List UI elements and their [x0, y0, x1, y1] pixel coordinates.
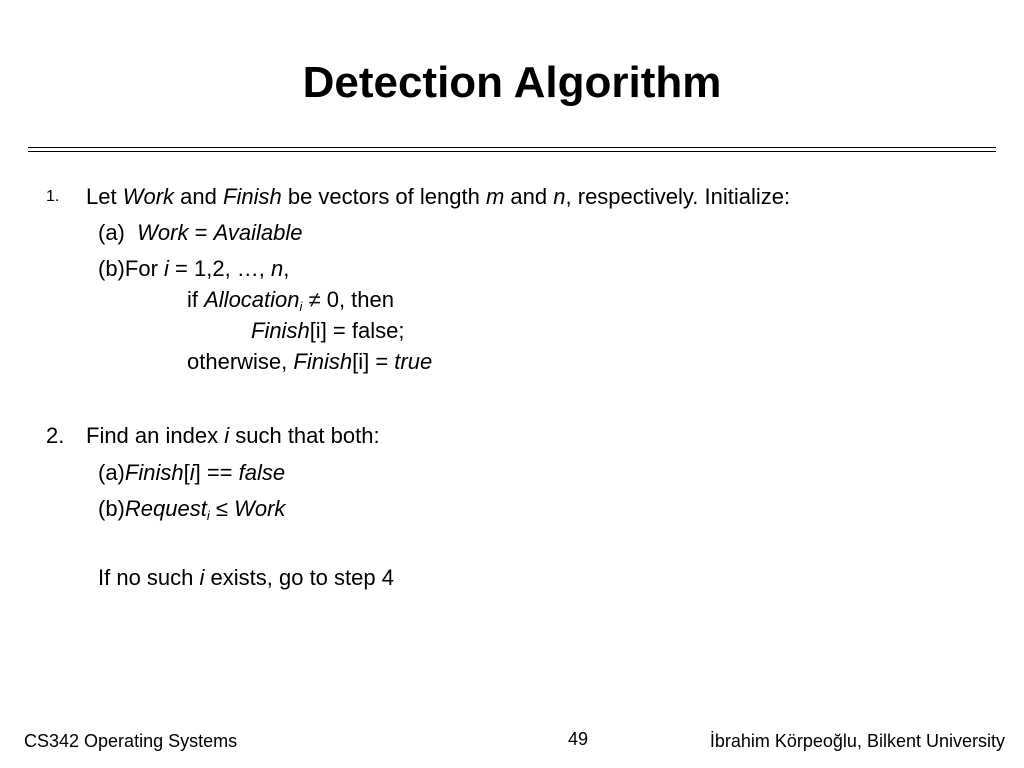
- step-1b-false-line: Finish[i] = false;: [251, 318, 405, 343]
- step-1b-if-line: if Allocation$_i$ ≠ 0, then: [187, 287, 394, 314]
- step-1-number: 1.: [46, 188, 60, 205]
- step-1b: (b)For i = 1,2, …, n,: [98, 256, 290, 281]
- step-2-note: If no such i exists, go to step 4: [98, 565, 394, 590]
- footer-author: İbrahim Körpeoğlu, Bilkent University: [709, 731, 1005, 751]
- step-1b-otherwise-line: otherwise, Finish[i] = true: [187, 349, 433, 374]
- footer-course: CS342 Operating Systems: [24, 731, 238, 751]
- step-1-intro: Let Work and Finish be vectors of length m and n, respectively. Initialize:: [86, 184, 791, 209]
- slide-title: Detection Algorithm: [302, 58, 722, 107]
- step-2-intro: Find an index i such that both:: [86, 423, 380, 448]
- step-1a: (a) Work = Available: [98, 220, 303, 245]
- title-divider-top: [28, 147, 996, 148]
- footer-page-number: 49: [568, 729, 589, 749]
- title-divider-bottom: [28, 151, 996, 152]
- step-2b: (b)Request$_i$ ≤ Work: [98, 496, 286, 523]
- step-2-number: 2.: [46, 423, 65, 448]
- step-2a: (a)Finish[i] == false: [98, 460, 286, 485]
